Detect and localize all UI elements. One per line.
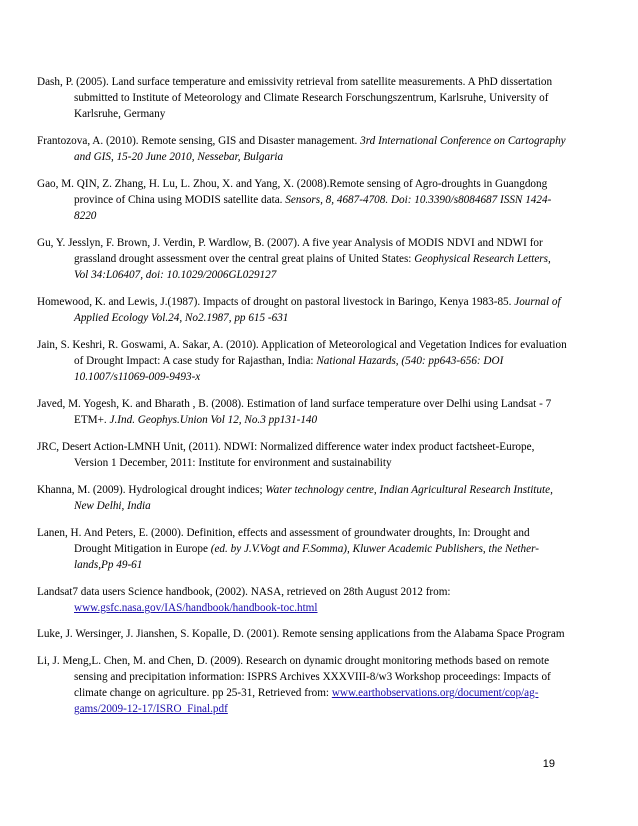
reference-entry	[37, 439, 567, 471]
reference-text: Khanna, M. (2009). Hydrological drought indices;	[37, 484, 266, 496]
reference-source: 3rd International Conference on Cartography and GIS, 15-20 June 2010, Nessebar, Bulgaria	[74, 135, 566, 163]
page-number: 19	[542, 758, 555, 770]
reference-entry	[37, 626, 567, 642]
reference-link[interactable]: www.gsfc.nasa.gov/IAS/handbook/handbook-toc.html	[74, 602, 318, 614]
reference-text: Gao, M. QIN, Z. Zhang, H. Lu, L. Zhou, X. and Yang, X. (2008).Remote sensing of Agro-droughts in Guangdong province of China using MODIS satellite data.	[37, 178, 548, 206]
reference-text: JRC, Desert Action-LMNH Unit, (2011). NDWI: Normalized difference water index product factsheet-Europe, Version 1 December, 2011: Institute for environment and sustainability	[37, 441, 535, 469]
reference-entry	[37, 482, 567, 514]
reference-text: Homewood, K. and Lewis, J.(1987). Impacts of drought on pastoral livestock in Baringo, Kenya 1983-85.	[37, 296, 515, 308]
reference-entry	[37, 176, 567, 224]
reference-text: Dash, P. (2005). Land surface temperature and emissivity retrieval from satellite measurements. A PhD dissertation submitted to Institute of Meteorology and Climate Research Forschungszentrum, Karlsruhe, University of Karlsruhe, Germany	[37, 76, 553, 120]
reference-source: J.Ind. Geophys.Union Vol 12, No.3 pp131-140	[109, 414, 318, 426]
reference-text: Li, J. Meng,L. Chen, M. and Chen, D. (2009). Research on dynamic drought monitoring methods based on remote sensing and precipitation information: ISPRS Archives XXXVIII-8/w3 Workshop proceedings: Impacts of climate change on agriculture. pp 25-31, Retrieved from:	[37, 655, 551, 699]
reference-list	[37, 74, 567, 728]
reference-text: Landsat7 data users Science handbook, (2002). NASA, retrieved on 28th August 2012 from:	[37, 586, 451, 598]
reference-source: National Hazards, (540: pp643-656: DOI 10.1007/s11069-009-9493-x	[74, 355, 504, 383]
reference-entry	[37, 294, 567, 326]
reference-source: Journal of Applied Ecology Vol.24, No2.1987, pp 615 -631	[74, 296, 561, 324]
reference-source: (ed. by J.V.Vogt and F.Somma), Kluwer Academic Publishers, the Nether-lands,Pp 49-61	[74, 543, 539, 571]
reference-entry	[37, 235, 567, 283]
reference-source: Geophysical Research Letters, Vol 34:L06407, doi: 10.1029/2006GL029127	[74, 253, 551, 281]
reference-entry	[37, 653, 567, 717]
reference-text: Frantozova, A. (2010). Remote sensing, GIS and Disaster management.	[37, 135, 361, 147]
reference-entry	[37, 337, 567, 385]
reference-source: Water technology centre, Indian Agricultural Research Institute, New Delhi, India	[74, 484, 553, 512]
reference-text: Lanen, H. And Peters, E. (2000). Definition, effects and assessment of groundwater droughts, In: Drought and Drought Mitigation in Europe	[37, 527, 530, 555]
reference-entry	[37, 133, 567, 165]
reference-text: Javed, M. Yogesh, K. and Bharath , B. (2008). Estimation of land surface temperature over Delhi using Landsat - 7 ETM+.	[37, 398, 552, 426]
reference-entry	[37, 525, 567, 573]
reference-entry	[37, 74, 567, 122]
reference-text: Luke, J. Wersinger, J. Jianshen, S. Kopalle, D. (2001). Remote sensing applications from the Alabama Space Program	[37, 628, 565, 640]
reference-link[interactable]: www.earthobservations.org/document/cop/ag-gams/2009-12-17/ISRO_Final.pdf	[74, 687, 539, 715]
reference-source: Sensors, 8, 4687-4708. Doi: 10.3390/s8084687 ISSN 1424-8220	[74, 194, 552, 222]
reference-text: Jain, S. Keshri, R. Goswami, A. Sakar, A. (2010). Application of Meteorological and Vegetation Indices for evaluation of Drought Impact: A case study for Rajasthan, India:	[37, 339, 567, 367]
reference-entry	[37, 396, 567, 428]
reference-text: Gu, Y. Jesslyn, F. Brown, J. Verdin, P. Wardlow, B. (2007). A five year Analysis of MODIS NDVI and NDWI for grassland drought assessment over the central great plains of United States:	[37, 237, 543, 265]
reference-entry	[37, 584, 567, 616]
